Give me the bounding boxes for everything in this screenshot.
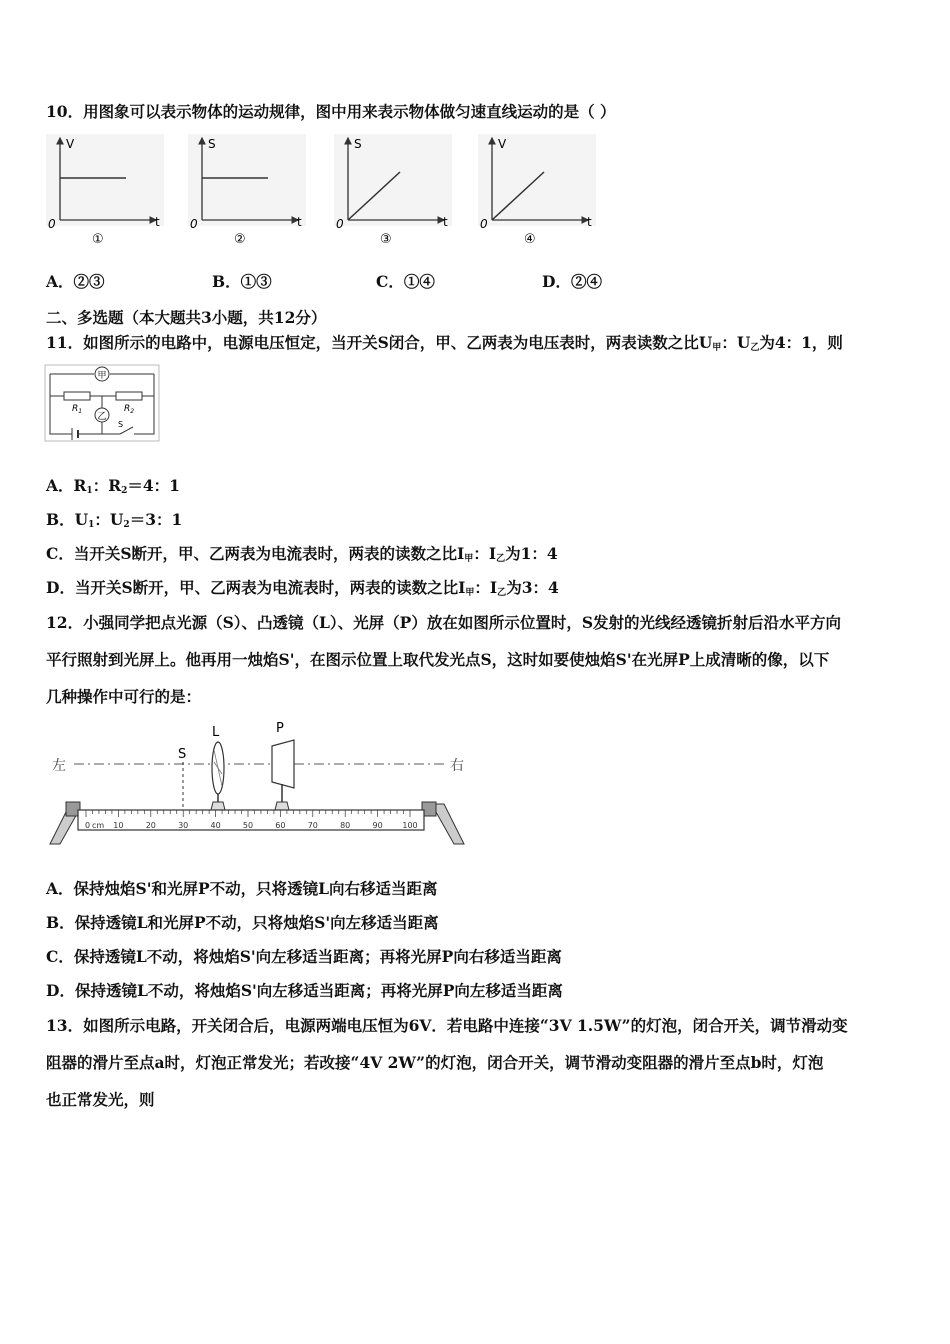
q11-option-c: C．当开关S断开，甲、乙两表为电流表时，两表的读数之比$I_甲$：$I_乙$为1：4 [46, 544, 558, 564]
q10-option-c: C．①④ [376, 272, 435, 291]
screen-label: P [276, 721, 284, 736]
q12-option-a: A．保持烛焰S'和光屏P不动，只将透镜L向右移适当距离 [46, 879, 438, 898]
graph-4-origin: 0 [480, 217, 488, 231]
q10-option-b: B．①③ [212, 272, 272, 291]
graph-2-yaxis: S [208, 137, 216, 151]
q10-option-a: A．②③ [46, 272, 105, 291]
ruler-tick-label: 20 [145, 821, 156, 830]
q13-stem-line1: 13．如图所示电路，开关闭合后，电源两端电压恒为6V．若电路中连接“3V 1.5W”的灯泡，闭合开关，调节滑动变 [46, 1016, 848, 1035]
graph-3-yaxis: S [354, 137, 362, 151]
section-title: 二、多选题（本大题共3小题，共12分） [46, 308, 327, 327]
ruler-tick-label: 90 [372, 821, 383, 830]
graph-4-label: ④ [524, 232, 536, 247]
r1-label: $R_1$ [72, 404, 83, 415]
q11-option-b: B．$U_1$：$U_2=3$：1 [46, 510, 183, 530]
q12-stem-line1: 12．小强同学把点光源（S）、凸透镜（L）、光屏（P）放在如图所示位置时，S发射的光线经透镜折射后沿水平方向 [46, 613, 842, 632]
q11-option-a: A．$R_1$：$R_2=4$：1 [46, 476, 180, 496]
graph-1-yaxis: V [66, 137, 75, 151]
ruler-tick-label: 60 [275, 821, 286, 830]
graph-4-yaxis: V [498, 137, 507, 151]
ruler-tick-label: 10 [113, 821, 124, 830]
graph-3-xaxis: t [443, 215, 448, 229]
switch-label: S [118, 420, 124, 429]
graph-4 [478, 134, 596, 247]
graph-1 [46, 134, 164, 247]
q12-stem-line2: 平行照射到光屏上。他再用一烛焰S'，在图示位置上取代发光点S，这时如要使烛焰S'在光屏P上成清晰的像，以下 [46, 650, 830, 669]
graph-3-label: ③ [380, 232, 392, 247]
graph-2 [188, 134, 306, 247]
graph-3-origin: 0 [336, 217, 344, 231]
resistor-r1 [64, 392, 90, 400]
q12-option-c: C．保持透镜L不动，将烛焰S'向左移适当距离；再将光屏P向右移适当距离 [46, 947, 562, 966]
q12-option-d: D．保持透镜L不动，将烛焰S'向左移适当距离；再将光屏P向左移适当距离 [46, 981, 563, 1000]
q11-stem: 11．如图所示的电路中，电源电压恒定，当开关S闭合，甲、乙两表为电压表时，两表读数之比$U_甲$：$U_乙$为4：1，则 [46, 333, 843, 353]
unit-label: cm [92, 821, 105, 830]
left-label: 左 [52, 758, 66, 774]
lens-label: L [212, 725, 220, 740]
q12-stem-line3: 几种操作中可行的是： [46, 687, 202, 706]
q12-optical-bench [44, 718, 470, 850]
graph-1-origin: 0 [48, 217, 56, 231]
graph-3 [334, 134, 452, 247]
resistor-r2 [116, 392, 142, 400]
ruler-tick-label: 30 [178, 821, 189, 830]
ruler-tick-label: 40 [210, 821, 221, 830]
q13-stem-line3: 也正常发光，则 [46, 1090, 155, 1109]
q12-option-b: B．保持透镜L和光屏P不动，只将烛焰S'向左移适当距离 [46, 913, 439, 932]
q10-graphs [44, 132, 604, 252]
source-s-label: S [178, 747, 187, 762]
ruler-tick-label: 50 [242, 821, 254, 830]
q10-stem: 10．用图象可以表示物体的运动规律，图中用来表示物体做匀速直线运动的是（ ） [46, 102, 616, 121]
graph-2-label: ② [234, 232, 246, 247]
ruler-tick-label: 0 [85, 821, 91, 830]
meter-yi-label: 乙 [97, 412, 107, 422]
graph-2-origin: 0 [190, 217, 198, 231]
meter-jia-label: 甲 [97, 371, 107, 381]
graph-1-label: ① [92, 232, 104, 247]
graph-4-xaxis: t [587, 215, 592, 229]
q11-option-d: D．当开关S断开，甲、乙两表为电流表时，两表的读数之比$I_甲$：$I_乙$为3：4 [46, 578, 559, 598]
ruler-tick-label: 70 [307, 821, 318, 830]
ruler-tick-label: 80 [340, 821, 351, 830]
screen-icon [272, 740, 294, 788]
right-label: 右 [450, 758, 464, 774]
ruler-tick-label: 100 [402, 821, 418, 830]
q13-stem-line2: 阻器的滑片至点a时，灯泡正常发光；若改接“4V 2W”的灯泡，闭合开关，调节滑动变阻器的滑片至点b时，灯泡 [46, 1053, 824, 1072]
r2-label: $R_2$ [124, 404, 135, 415]
graph-1-xaxis: t [155, 215, 160, 229]
q11-circuit [44, 364, 160, 442]
q10-option-d: D．②④ [542, 272, 602, 291]
graph-2-xaxis: t [297, 215, 302, 229]
